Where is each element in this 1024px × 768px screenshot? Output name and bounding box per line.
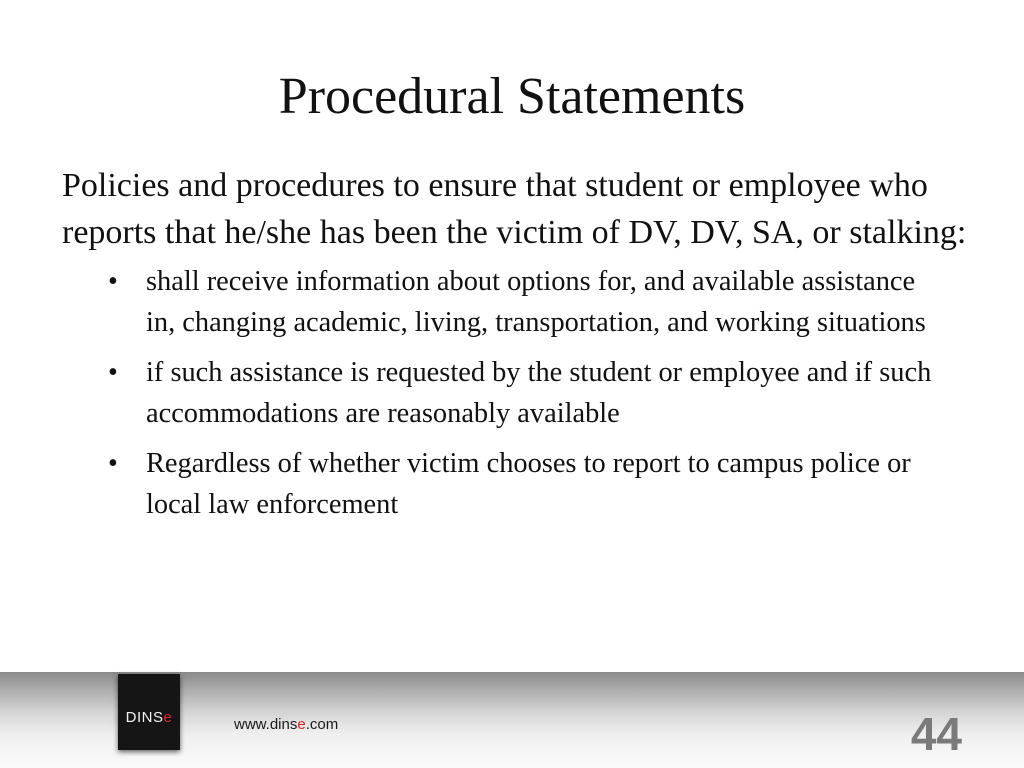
bullet-list: [62, 261, 982, 525]
logo-text-accent: e: [163, 708, 173, 726]
slide-title: Procedural Statements: [278, 68, 746, 125]
logo-text-main: DINS: [125, 708, 164, 726]
url-prefix: www.dins: [234, 716, 298, 733]
bullet-text: shall receive information about options for, and available assistance in, changing academic, living, transportation, and working situations: [146, 266, 926, 338]
bullet-marker: •: [108, 266, 118, 297]
bullet-item: [108, 352, 946, 434]
url-suffix: .com: [305, 716, 339, 733]
bullet-marker: •: [108, 357, 118, 388]
page-number: 44: [910, 708, 962, 760]
url-accent: e: [297, 716, 306, 733]
slide-body: [62, 162, 982, 534]
bullet-text: Regardless of whether victim chooses to report to campus police or local law enforcement: [146, 448, 911, 520]
dinse-logo: [118, 674, 180, 750]
bullet-item: [108, 261, 946, 343]
logo-text: [126, 709, 173, 726]
footer-url-link[interactable]: [234, 716, 338, 733]
bullet-text: if such assistance is requested by the student or employee and if such accommodations are reasonably available: [146, 357, 932, 429]
intro-paragraph: Policies and procedures to ensure that student or employee who reports that he/she has been the victim of DV, DV, SA, or stalking:: [62, 167, 967, 251]
bullet-marker: •: [108, 448, 118, 479]
bullet-item: [108, 443, 946, 525]
